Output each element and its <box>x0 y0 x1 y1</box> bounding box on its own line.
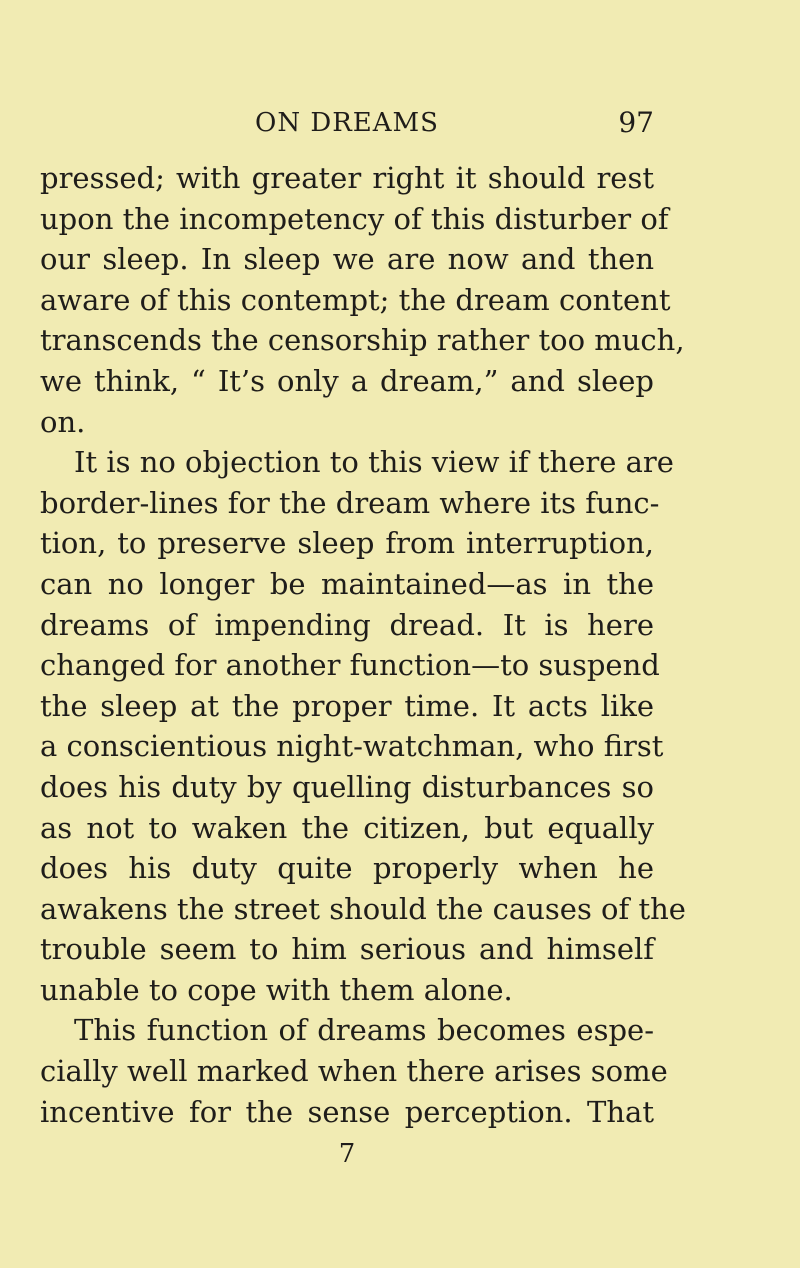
text-line: cially well marked when there arises some <box>40 1054 668 1089</box>
text-line: as not to waken the citizen, but equally <box>40 810 654 845</box>
text-line: can no longer be maintained—as in the <box>40 566 654 601</box>
running-title: ON DREAMS <box>255 108 439 138</box>
text-line: incentive for the sense perception. That <box>40 1094 654 1129</box>
text-line: tion, to preserve sleep from interruption, <box>40 526 654 561</box>
paragraph-start-line: This function of dreams becomes espe- <box>74 1013 654 1048</box>
page-number: 97 <box>618 106 654 139</box>
text-line: on. <box>40 404 86 439</box>
text-line: border-lines for the dream where its func- <box>40 485 660 520</box>
text-line: trouble seem to him serious and himself <box>40 932 654 967</box>
text-line: our sleep. In sleep we are now and then <box>40 242 654 277</box>
text-line: transcends the censorship rather too much, <box>40 323 685 358</box>
text-line: changed for another function—to suspend <box>40 648 660 683</box>
text-line: unable to cope with them alone. <box>40 972 513 1007</box>
text-line: does his duty quite properly when he <box>40 851 654 886</box>
text-line: the sleep at the proper time. It acts like <box>40 688 654 723</box>
running-head <box>40 103 654 143</box>
text-line: aware of this contempt; the dream content <box>40 282 671 317</box>
text-line: a conscientious night-watchman, who first <box>40 729 664 764</box>
text-line: does his duty by quelling disturbances so <box>40 769 654 804</box>
text-line: we think, “ It’s only a dream,” and sleep <box>40 363 654 398</box>
text-line: pressed; with greater right it should rest <box>40 161 654 195</box>
text-line: dreams of impending dread. It is here <box>40 607 654 642</box>
signature-mark: 7 <box>338 1139 356 1169</box>
text-line: awakens the street should the causes of the <box>40 891 686 926</box>
body-text <box>40 158 686 1132</box>
paragraph-start-line: It is no objection to this view if there are <box>74 445 674 480</box>
text-line: upon the incompetency of this disturber of <box>40 201 669 236</box>
